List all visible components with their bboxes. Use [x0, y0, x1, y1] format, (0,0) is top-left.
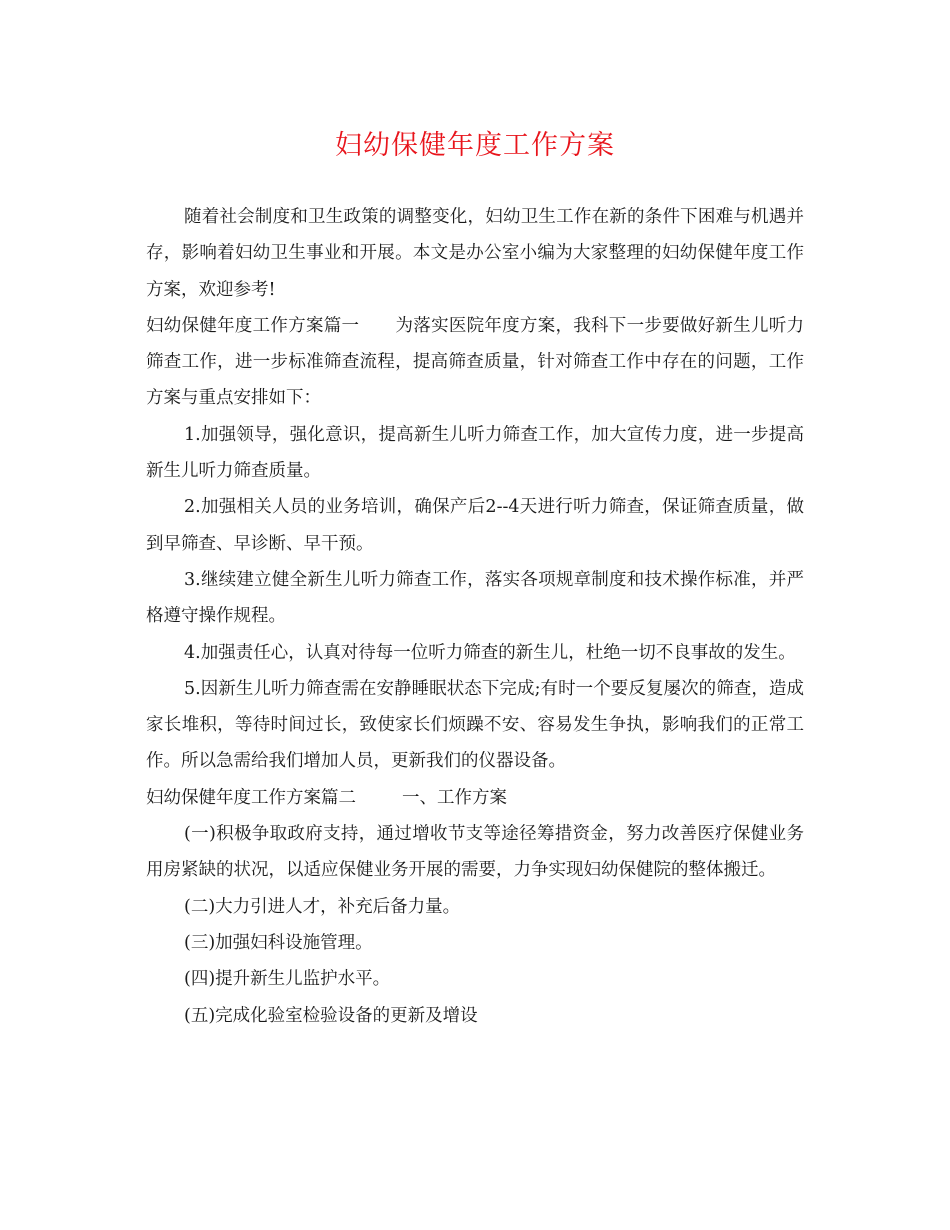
list-item: 2.加强相关人员的业务培训，确保产后2--4天进行听力筛查，保证筛查质量，做到早筛查、早诊断、早干预。	[146, 497, 804, 554]
list-item: 1.加强领导，强化意识，提高新生儿听力筛查工作，加大宣传力度，进一步提高新生儿听力筛查质量。	[146, 424, 804, 482]
list-item: (二)大力引进人才，补充后备力量。	[184, 896, 461, 917]
list-item: (四)提升新生儿监护水平。	[184, 969, 391, 990]
section-2-lead: 一、工作方案	[402, 787, 507, 808]
document-body	[146, 199, 804, 1034]
document-title: 妇幼保健年度工作方案	[335, 130, 615, 161]
list-item: (五)完成化验室检验设备的更新及增设	[184, 1005, 478, 1026]
list-item: 5.因新生儿听力筛查需在安静睡眠状态下完成;有时一个要反复屡次的筛查，造成家长堆积，等待时间过长，致使家长们烦躁不安、容易发生争执，影响我们的正常工作。所以急需给我们增加人员，更新我们的仪器设备。	[146, 678, 804, 772]
section-1-lead: 为落实医院年度方案，我科下一步要做好新生儿听力筛查工作，进一步标准筛查流程，提高筛查质量，针对筛查工作中存在的问题，工作方案与重点安排如下：	[146, 315, 805, 409]
list-item: 4.加强责任心，认真对待每一位听力筛查的新生儿，杜绝一切不良事故的发生。	[184, 642, 796, 663]
section-1-paragraph	[146, 308, 804, 417]
list-item: (三)加强妇科设施管理。	[184, 932, 373, 953]
section-2-heading: 妇幼保健年度工作方案篇二	[146, 787, 356, 808]
section-1-heading: 妇幼保健年度工作方案篇一	[146, 315, 360, 336]
intro-paragraph: 随着社会制度和卫生政策的调整变化，妇幼卫生工作在新的条件下困难与机遇并存，影响着妇幼卫生事业和开展。本文是办公室小编为大家整理的妇幼保健年度工作方案，欢迎参考!	[146, 207, 804, 300]
list-item: 3.继续建立健全新生儿听力筛查工作，落实各项规章制度和技术操作标准，并严格遵守操作规程。	[146, 569, 804, 627]
section-2-paragraph	[146, 780, 804, 816]
list-item: (一)积极争取政府支持，通过增收节支等途径筹措资金，努力改善医疗保健业务用房紧缺的状况，以适应保健业务开展的需要，力争实现妇幼保健院的整体搬迁。	[146, 824, 804, 881]
